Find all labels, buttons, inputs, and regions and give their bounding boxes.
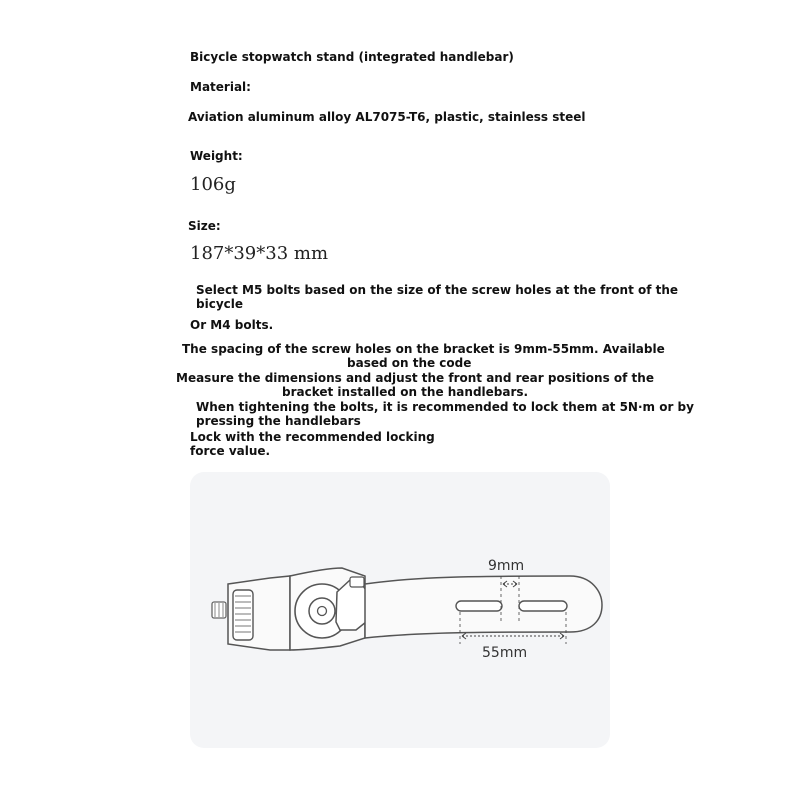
weight-label: Weight:	[190, 149, 243, 163]
note-bolt-size	[196, 283, 678, 311]
size-label: Size:	[188, 219, 221, 233]
note-lock-line-1: Lock with the recommended locking	[190, 430, 435, 444]
dim-label-9mm: 9mm	[488, 558, 525, 574]
note-spacing-line-2: based on the code	[347, 356, 472, 370]
note-lock-line-2: force value.	[190, 444, 271, 458]
screw-slot-1	[456, 601, 502, 611]
note-tighten-line-2: pressing the handlebars	[196, 414, 361, 428]
doc-title: Bicycle stopwatch stand (integrated handlebar)	[190, 50, 514, 64]
material-value: Aviation aluminum alloy AL7075-T6, plastic, stainless steel	[188, 110, 586, 124]
note-line: Select M5 bolts based on the size of the screw holes at the front of the	[196, 283, 679, 297]
note-measure-line-2: bracket installed on the handlebars.	[282, 385, 529, 399]
note-m4: Or M4 bolts.	[190, 318, 274, 332]
material-label: Material:	[190, 80, 251, 94]
note-spacing-line-1: The spacing of the screw holes on the bracket is 9mm-55mm. Available	[182, 342, 665, 356]
clamp-screw-head	[350, 577, 364, 587]
bracket-dimension-figure	[190, 472, 610, 748]
note-measure-line-1: Measure the dimensions and adjust the front and rear positions of the	[176, 371, 654, 385]
note-line: bicycle	[196, 297, 244, 311]
screw-slot-2	[519, 601, 567, 611]
size-value: 187*39*33 mm	[190, 243, 329, 264]
pivot-hole	[318, 607, 327, 616]
note-tighten-line-1: When tightening the bolts, it is recommended to lock them at 5N·m or by	[196, 400, 694, 414]
weight-value: 106g	[190, 174, 236, 195]
bracket-illustration	[190, 472, 610, 748]
dim-label-55mm: 55mm	[482, 645, 528, 661]
